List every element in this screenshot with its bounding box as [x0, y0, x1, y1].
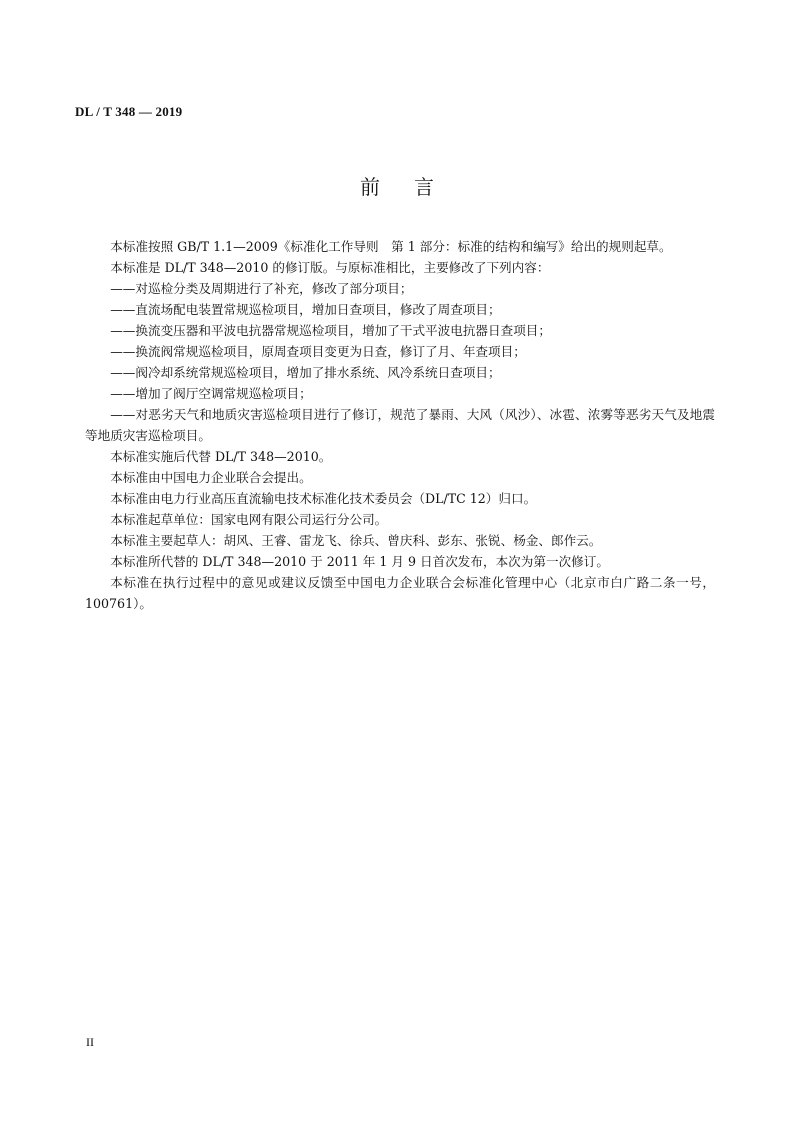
change-item-1: ——对巡检分类及周期进行了补充，修改了部分项目； [110, 281, 413, 296]
change-item-2: ——直流场配电装置常规巡检项目，增加日查项目，修改了周查项目； [110, 302, 501, 317]
page-number: II [86, 1035, 94, 1049]
page-title [0, 171, 794, 200]
foreword-body [85, 236, 715, 614]
change-item-5: ——阀冷却系统常规巡检项目，增加了排水系统、风冷系统日查项目； [110, 365, 501, 380]
title-char-2: 言 [414, 175, 434, 199]
paragraph-replaces: 本标准实施后代替 DL/T 348—2010。 [110, 449, 332, 464]
paragraph-responsible-committee: 本标准由电力行业高压直流输电技术标准化技术委员会（DL/TC 12）归口。 [110, 491, 537, 506]
paragraph-1: 本标准按照 GB/T 1.1—2009《标准化工作导则 第 1 部分：标准的结构和编写》给出的规则起草。 [110, 239, 672, 254]
change-item-4: ——换流阀常规巡检项目，原周查项目变更为日查，修订了月、年查项目； [110, 344, 526, 359]
paragraph-2: 本标准是 DL/T 348—2010 的修订版。与原标准相比，主要修改了下列内容： [110, 260, 550, 275]
standard-code: DL / T 348 — 2019 [75, 104, 183, 119]
change-item-6: ——增加了阀厅空调常规巡检项目； [110, 386, 312, 401]
paragraph-feedback: 本标准在执行过程中的意见或建议反馈至中国电力企业联合会标准化管理中心（北京市白广路二条一号，100761）。 [85, 575, 715, 611]
paragraph-drafting-unit: 本标准起草单位：国家电网有限公司运行分公司。 [110, 512, 388, 527]
change-item-7: ——对恶劣天气和地质灾害巡检项目进行了修订，规范了暴雨、大风（风沙）、冰雹、浓雾等恶劣天气及地震等地质灾害巡检项目。 [85, 407, 715, 443]
title-char-1: 前 [360, 175, 380, 199]
paragraph-proposed-by: 本标准由中国电力企业联合会提出。 [110, 470, 312, 485]
change-item-3: ——换流变压器和平波电抗器常规巡检项目，增加了干式平波电抗器日查项目； [110, 323, 551, 338]
paragraph-history: 本标准所代替的 DL/T 348—2010 于 2011 年 1 月 9 日首次发布，本次为第一次修订。 [110, 554, 609, 569]
paragraph-drafters: 本标准主要起草人：胡风、王睿、雷龙飞、徐兵、曾庆科、彭东、张锐、杨金、郎作云。 [110, 533, 602, 548]
